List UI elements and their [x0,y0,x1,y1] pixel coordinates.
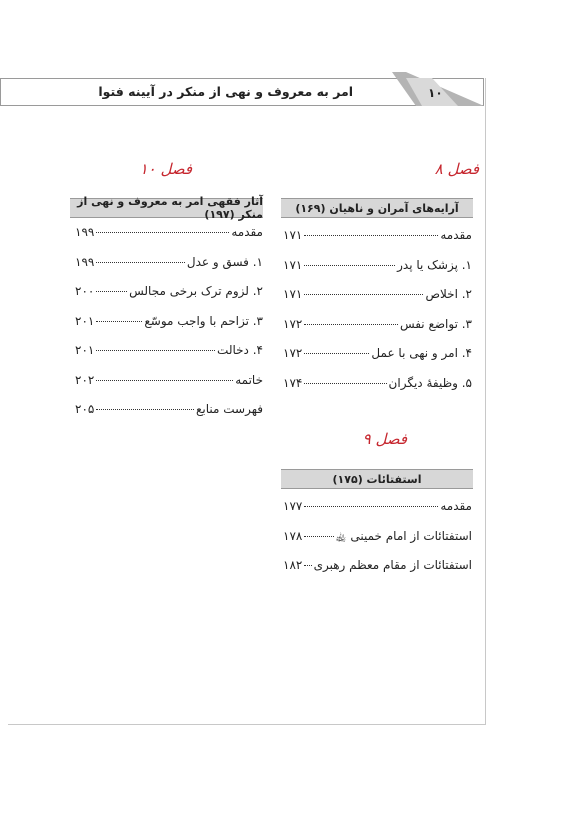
toc-entry-page: ۱۷۱ [283,257,303,272]
leader-dots [304,383,386,384]
toc-entry-label: استفتائات از امام خمینی ﵀ [335,528,472,543]
toc-entry-page: ۲۰۵ [75,402,95,416]
toc-entry-label: ۴. امر و نهی با عمل [371,346,472,360]
leader-dots [304,235,438,236]
section-title: استفتائات (۱۷۵) [281,469,473,489]
toc-entry-label: ۵. وظیفهٔ دیگران [388,375,472,390]
toc-entry-label: ۲. لزوم ترک برخی مجالس [129,284,263,298]
toc-entry[interactable] [75,373,263,403]
book-title: امر به معروف و نهی از منکر در آیینه فتوا [98,84,353,99]
chapter-heading: فصل ۸ [434,160,479,178]
toc-entry-page: ۲۰۱ [75,343,95,357]
toc-entry-label: ۳. تواضع نفس [399,316,472,331]
toc-entry[interactable] [75,225,263,255]
leader-dots [96,321,142,322]
toc-entry-page: ۲۰۲ [75,372,95,387]
toc-entry-page: ۱۹۹ [75,254,95,269]
toc-entry-page: ۱۷۸ [283,528,303,543]
leader-dots [96,262,185,263]
toc-entry-page: ۱۷۱ [283,228,303,242]
toc-entry-label: ۴. دخالت [217,343,263,357]
toc-entry-label: خاتمه [235,372,263,387]
toc-entry-page: ۱۸۲ [283,558,303,572]
toc-entry-page: ۱۷۲ [283,346,303,360]
chapter-heading: فصل ۱۰ [139,160,192,178]
leader-dots [304,294,423,295]
toc-entry[interactable] [283,499,472,529]
toc-entry-label: استفتائات از مقام معظم رهبری [313,558,472,572]
toc-entry[interactable] [283,529,472,559]
leader-dots [96,380,233,381]
leader-dots [304,265,395,266]
toc-entry[interactable] [283,228,472,258]
toc-entry[interactable] [75,314,263,344]
chapter-heading: فصل ۹ [362,430,407,448]
toc-entry-page: ۱۷۷ [283,499,303,513]
toc-entry[interactable] [75,402,263,432]
toc-entry-label: ۳. تزاحم با واجب موسّع [144,313,263,328]
toc-entry-label: مقدمه [231,225,263,239]
toc-list [283,228,472,405]
toc-entry-page: ۱۷۱ [283,287,303,301]
toc-entry[interactable] [75,255,263,285]
toc-entry[interactable] [283,558,472,588]
leader-dots [96,350,215,351]
section-title: آثار فقهی امر به معروف و نهی از منکر (۱۹۷) [70,198,263,218]
toc-entry[interactable] [283,346,472,376]
toc-entry-label: فهرست منابع [196,402,263,416]
toc-entry[interactable] [283,376,472,406]
page-number: ۱۰ [428,86,443,100]
toc-entry[interactable] [75,284,263,314]
toc-entry-label: ۱. پزشک یا پدر [397,257,472,272]
toc-entry[interactable] [283,258,472,288]
toc-entry-page: ۲۰۱ [75,313,95,328]
leader-dots [304,536,333,537]
leader-dots [304,353,369,354]
leader-dots [304,324,398,325]
toc-entry-page: ۲۰۰ [75,284,95,298]
leader-dots [304,506,438,507]
toc-entry-label: ۱. فسق و عدل [186,254,263,269]
toc-entry-page: ۱۹۹ [75,225,95,239]
leader-dots [96,291,127,292]
toc-entry-label: ۲. اخلاص [425,287,472,301]
toc-list [75,225,263,432]
toc-entry-label: مقدمه [440,228,472,242]
toc-entry-label: مقدمه [440,499,472,513]
toc-entry[interactable] [283,317,472,347]
toc-entry[interactable] [283,287,472,317]
toc-entry-page: ۱۷۴ [283,375,303,390]
toc-entry[interactable] [75,343,263,373]
leader-dots [96,409,194,410]
toc-list [283,499,472,588]
section-title: آرایه‌های آمران و ناهیان (۱۶۹) [281,198,473,218]
leader-dots [96,232,229,233]
leader-dots [304,565,311,566]
toc-entry-page: ۱۷۲ [283,316,303,331]
